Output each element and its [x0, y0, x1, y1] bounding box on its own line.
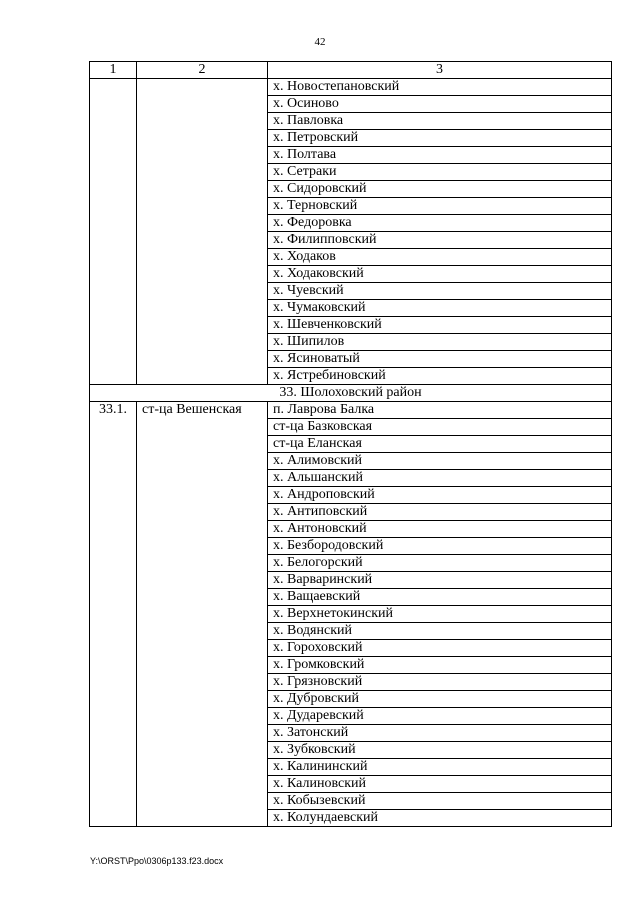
settlement-cell: х. Чумаковский: [268, 300, 612, 317]
settlement-cell: х. Антиповский: [268, 504, 612, 521]
settlement-cell: х. Варваринский: [268, 572, 612, 589]
settlement-cell: х. Калиновский: [268, 776, 612, 793]
section-title: 33. Шолоховский район: [90, 385, 612, 402]
settlement-cell: х. Антоновский: [268, 521, 612, 538]
settlement-cell: х. Андроповский: [268, 487, 612, 504]
settlement-cell: х. Зубковский: [268, 742, 612, 759]
settlement-cell: х. Новостепановский: [268, 79, 612, 96]
settlement-cell: х. Верхнетокинский: [268, 606, 612, 623]
settlement-cell: х. Петровский: [268, 130, 612, 147]
settlement-cell: х. Дубровский: [268, 691, 612, 708]
settlement-cell: х. Терновский: [268, 198, 612, 215]
settlement-cell: х. Сетраки: [268, 164, 612, 181]
entry-number: 33.1.: [90, 402, 137, 827]
entry-name: ст-ца Вешенская: [137, 402, 268, 827]
settlement-cell: х. Калининский: [268, 759, 612, 776]
header-col-2: 2: [137, 62, 268, 79]
settlement-cell: х. Белогорский: [268, 555, 612, 572]
settlement-cell: х. Шевченковский: [268, 317, 612, 334]
header-col-3: 3: [268, 62, 612, 79]
settlement-cell: х. Затонский: [268, 725, 612, 742]
settlement-cell: х. Ясиноватый: [268, 351, 612, 368]
table-row: [90, 79, 612, 96]
settlement-cell: х. Безбородовский: [268, 538, 612, 555]
settlement-cell: х. Дударевский: [268, 708, 612, 725]
settlement-cell: х. Полтава: [268, 147, 612, 164]
settlement-cell: х. Сидоровский: [268, 181, 612, 198]
settlement-cell: ст-ца Базковская: [268, 419, 612, 436]
settlement-cell: х. Водянский: [268, 623, 612, 640]
settlement-cell: х. Ходаков: [268, 249, 612, 266]
settlement-cell: х. Ходаковский: [268, 266, 612, 283]
settlement-cell: х. Чуевский: [268, 283, 612, 300]
settlements-table: [89, 61, 612, 827]
settlement-cell: ст-ца Еланская: [268, 436, 612, 453]
number-cell-empty: [90, 79, 137, 385]
settlement-cell: х. Грязновский: [268, 674, 612, 691]
table-body: [90, 62, 612, 827]
settlement-cell: х. Осиново: [268, 96, 612, 113]
footer-file-path: Y:\ORST\Ppo\0306p133.f23.docx: [90, 856, 224, 866]
settlement-cell: х. Павловка: [268, 113, 612, 130]
settlement-cell: х. Громковский: [268, 657, 612, 674]
settlement-cell: х. Ващаевский: [268, 589, 612, 606]
header-col-1: 1: [90, 62, 137, 79]
settlement-cell: х. Ястребиновский: [268, 368, 612, 385]
table-row: [90, 402, 612, 419]
settlement-cell: п. Лаврова Балка: [268, 402, 612, 419]
settlement-cell: х. Федоровка: [268, 215, 612, 232]
settlement-cell: х. Колундаевский: [268, 810, 612, 827]
name-cell-empty: [137, 79, 268, 385]
settlement-cell: х. Альшанский: [268, 470, 612, 487]
page-number: 42: [314, 36, 326, 48]
settlement-cell: х. Гороховский: [268, 640, 612, 657]
settlement-cell: х. Шипилов: [268, 334, 612, 351]
settlement-cell: х. Филипповский: [268, 232, 612, 249]
settlement-cell: х. Алимовский: [268, 453, 612, 470]
section-row: [90, 385, 612, 402]
settlement-cell: х. Кобызевский: [268, 793, 612, 810]
header-row: [90, 62, 612, 79]
